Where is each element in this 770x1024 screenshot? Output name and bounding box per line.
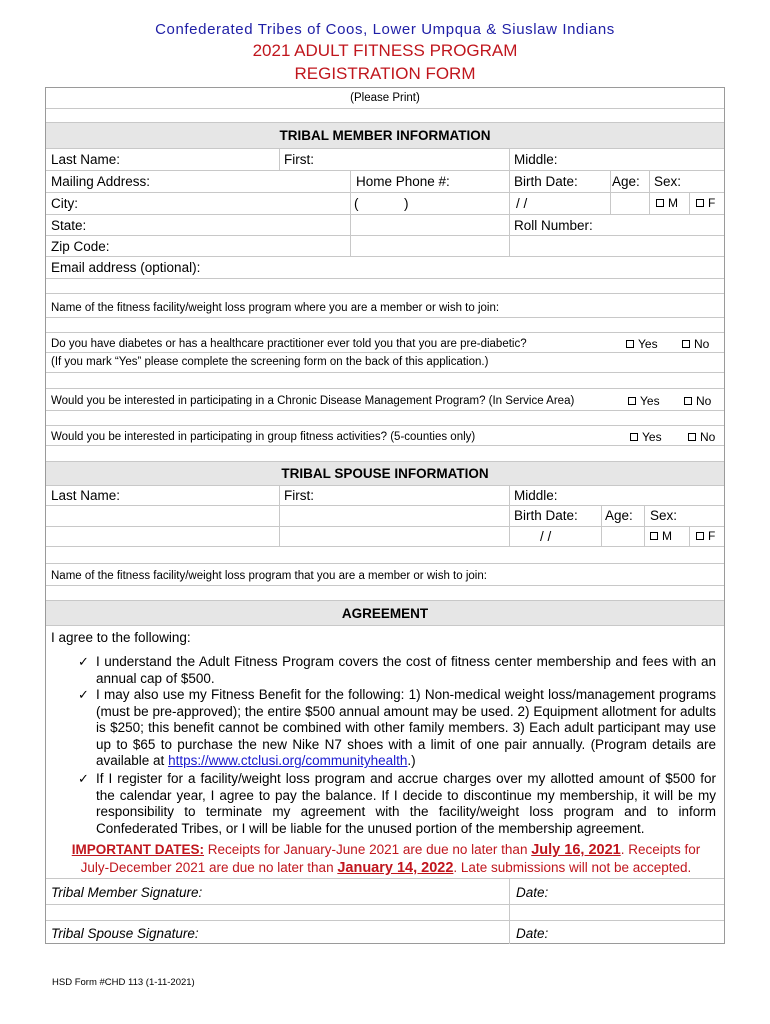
diabetes-note: (If you mark “Yes” please complete the screening form on the back of this application.) <box>51 356 489 368</box>
spouse-facility-row[interactable] <box>46 564 724 586</box>
spouse-first-name-label: First: <box>284 488 314 503</box>
email-label: Email address (optional): <box>51 260 201 275</box>
sex-label: Sex: <box>654 174 682 189</box>
member-date-label: Date: <box>516 885 549 900</box>
spouse-birth-date-label: Birth Date: <box>514 508 578 523</box>
community-health-link[interactable]: https://www.ctclusi.org/communityhealth <box>168 753 408 768</box>
no-label: No <box>700 430 716 444</box>
important-dates-label: IMPORTANT DATES: <box>71 842 204 857</box>
spouse-name-row[interactable] <box>46 486 724 506</box>
member-sex-f-checkbox[interactable] <box>696 196 715 210</box>
group-question: Would you be interested in participating in group fitness activities? (5-counties only) <box>51 431 476 443</box>
zip-code-label: Zip Code: <box>51 239 110 254</box>
sex-f-label: F <box>708 196 716 210</box>
form-number-footer: HSD Form #CHD 113 (1-11-2021) <box>52 977 195 988</box>
member-facility-question: Name of the fitness facility/weight loss program where you are a member or wish to join: <box>51 302 500 314</box>
agreement-item-1: I understand the Adult Fitness Program covers the cost of fitness center membership and fees with an annual cap of $500. <box>96 654 716 686</box>
checkbox-icon[interactable] <box>684 397 692 405</box>
spacer-row <box>46 547 724 564</box>
agreement-item-2-end: .) <box>407 753 416 768</box>
spouse-middle-name-label: Middle: <box>514 488 558 503</box>
yes-label: Yes <box>640 394 660 408</box>
registration-form <box>45 87 725 944</box>
spouse-signature-label: Tribal Spouse Signature: <box>51 926 199 941</box>
check-icon: ✓ <box>78 654 89 669</box>
tribe-name: Confederated Tribes of Coos, Lower Umpqua & Siuslaw Indians <box>155 21 615 38</box>
agreement-item-2-text: I may also use my Fitness Benefit for the following: 1) Non-medical weight loss/management programs (must be pre-approved); the entire $500 annual amount may be used. 2) Equipment allotment for adults is $250; this benefit cannot be combined with other family members. 3) Each adult participant may use up to $65 to purchase the new Nike N7 shoes with a limit of one pair annually. (Program details are available at <box>96 687 716 768</box>
checkbox-icon[interactable] <box>626 340 634 348</box>
diabetes-note-row <box>46 353 724 373</box>
deadline-2: January 14, 2022 <box>337 860 454 876</box>
member-birth-date-slashes: / / <box>516 196 528 211</box>
agreement-section-title: AGREEMENT <box>341 606 429 621</box>
spouse-birth-values-row[interactable] <box>46 527 724 547</box>
group-question-row <box>46 426 724 446</box>
roll-number-label: Roll Number: <box>514 218 593 233</box>
member-address-row[interactable] <box>46 171 724 193</box>
home-phone-label: Home Phone #: <box>356 174 450 189</box>
spacer-row <box>46 446 724 462</box>
yes-label: Yes <box>638 337 658 351</box>
age-label: Age: <box>612 174 640 189</box>
member-city-row[interactable] <box>46 193 724 215</box>
member-middle-name-label: Middle: <box>514 152 558 167</box>
member-facility-answer-row[interactable] <box>46 318 724 333</box>
program-title: 2021 ADULT FITNESS PROGRAM <box>252 41 518 60</box>
member-email-row[interactable] <box>46 257 724 279</box>
agreement-item-3: If I register for a facility/weight loss program and accrue charges over my allotted amount of $500 for the calendar year, I agree to pay the balance. If I decide to discontinue my membership, it will be my responsibility to terminate my agreement with the facility/weight loss program and to inform Confederated Tribes, or I will be liable for the unused portion of the membership agreement. <box>96 771 716 836</box>
member-signature-label: Tribal Member Signature: <box>51 885 203 900</box>
spouse-last-name-label: Last Name: <box>51 488 121 503</box>
agreement-section-header <box>46 601 724 626</box>
member-last-name-label: Last Name: <box>51 152 121 167</box>
member-facility-row[interactable] <box>46 294 724 318</box>
yes-label: Yes <box>642 430 662 444</box>
please-print-note: (Please Print) <box>350 92 420 104</box>
city-label: City: <box>51 196 78 211</box>
chronic-no-checkbox[interactable] <box>684 394 711 408</box>
spacer-row <box>46 279 724 294</box>
check-icon: ✓ <box>78 771 89 786</box>
member-name-row[interactable] <box>46 149 724 171</box>
checkbox-icon[interactable] <box>628 397 636 405</box>
checkbox-icon[interactable] <box>630 433 638 441</box>
member-zip-row[interactable] <box>46 236 724 257</box>
chronic-question-row <box>46 389 724 411</box>
check-icon: ✓ <box>78 687 89 702</box>
agreement-intro: I agree to the following: <box>51 630 191 645</box>
member-first-name-label: First: <box>284 152 314 167</box>
form-title: REGISTRATION FORM <box>294 64 476 83</box>
please-print-row <box>46 88 724 109</box>
agreement-body <box>46 626 724 879</box>
deadline-1: July 16, 2021 <box>531 842 621 858</box>
sex-f-label: F <box>708 529 716 543</box>
spacer-row <box>46 905 724 921</box>
sex-m-label: M <box>668 196 678 210</box>
spouse-sex-label: Sex: <box>650 508 678 523</box>
member-section-title: TRIBAL MEMBER INFORMATION <box>279 128 491 143</box>
checkbox-icon[interactable] <box>696 532 704 540</box>
diabetes-yes-checkbox[interactable] <box>626 337 658 351</box>
chronic-yes-checkbox[interactable] <box>628 394 660 408</box>
spouse-date-label: Date: <box>516 926 549 941</box>
important-dates-text-3: . Late submissions will not be accepted. <box>453 860 692 875</box>
checkbox-icon[interactable] <box>682 340 690 348</box>
group-no-checkbox[interactable] <box>688 430 715 444</box>
spouse-age-label: Age: <box>605 508 633 523</box>
spouse-birth-date-slashes: / / <box>540 529 552 544</box>
birth-date-label: Birth Date: <box>514 174 578 189</box>
spouse-signature-row[interactable] <box>46 921 724 944</box>
checkbox-icon[interactable] <box>656 199 664 207</box>
diabetes-no-checkbox[interactable] <box>682 337 709 351</box>
no-label: No <box>694 337 710 351</box>
diabetes-question: Do you have diabetes or has a healthcare practitioner ever told you that you are pre-diabetic? <box>51 338 527 350</box>
important-dates <box>56 841 716 877</box>
spouse-section-header <box>46 462 724 486</box>
spacer-row <box>46 373 724 389</box>
spouse-facility-answer-row[interactable] <box>46 586 724 601</box>
mailing-address-label: Mailing Address: <box>51 174 151 189</box>
important-dates-text-2: . Receipts for July-December 2021 are due no later than <box>80 842 701 875</box>
spouse-facility-question: Name of the fitness facility/weight loss program that you are a member or wish to join: <box>51 570 487 582</box>
checkbox-icon[interactable] <box>688 433 696 441</box>
state-label: State: <box>51 218 87 233</box>
phone-area-open: ( <box>354 196 359 211</box>
diabetes-question-row <box>46 333 724 353</box>
important-dates-text-1: Receipts for January-June 2021 are due no later than <box>204 842 532 857</box>
checkbox-icon[interactable] <box>650 532 658 540</box>
spouse-section-title: TRIBAL SPOUSE INFORMATION <box>281 466 489 481</box>
no-label: No <box>696 394 712 408</box>
agreement-item-2 <box>96 687 716 770</box>
phone-area-close: ) <box>404 196 409 211</box>
spouse-sex-m-checkbox[interactable] <box>650 529 672 543</box>
spouse-birth-row[interactable] <box>46 506 724 527</box>
spouse-sex-f-checkbox[interactable] <box>696 529 715 543</box>
checkbox-icon[interactable] <box>696 199 704 207</box>
member-signature-row[interactable] <box>46 879 724 905</box>
member-section-header <box>46 123 724 149</box>
sex-m-label: M <box>662 529 672 543</box>
member-state-row[interactable] <box>46 215 724 236</box>
member-sex-m-checkbox[interactable] <box>656 196 678 210</box>
chronic-question: Would you be interested in participating in a Chronic Disease Management Program? (In Service Area) <box>51 395 575 407</box>
spacer-row <box>46 411 724 426</box>
group-yes-checkbox[interactable] <box>630 430 662 444</box>
spacer-row <box>46 109 724 123</box>
